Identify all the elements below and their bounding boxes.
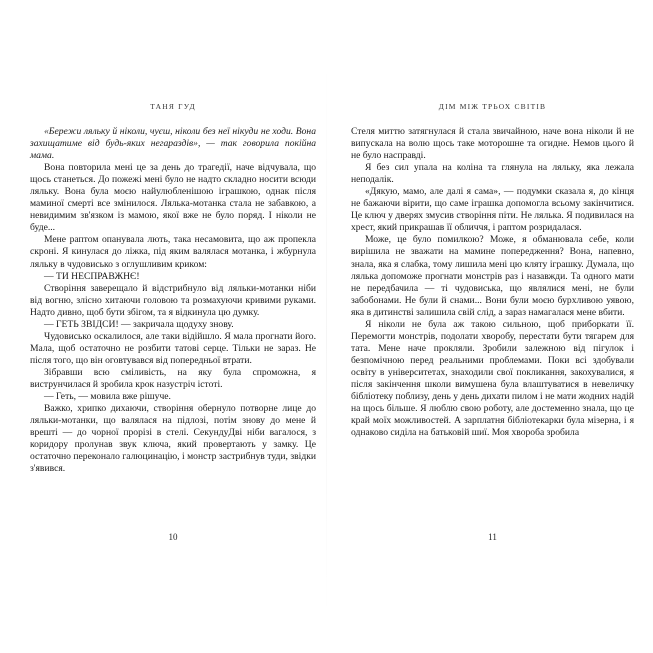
paragraph: Створіння заверещало й відстрибнуло від ляльки-мотанки ніби від вогню, злісно хитаючи головою та розмахуючи кривими руками. Надто дивно, щоб бути збігом, та я відкинула цю думку. — [30, 282, 316, 318]
page-number: 11 — [488, 532, 497, 542]
right-page — [326, 0, 652, 653]
left-page — [0, 0, 326, 653]
paragraph: Мене раптом опанувала лють, така несамовита, що аж пропекла скроні. Я кинулася до ліжка, під яким валялася мотанка, і жбурнула ляльку в чудовисько з оглушливим криком: — [30, 234, 316, 270]
paragraph: Вона повторила мені це за день до трагедії, наче відчувала, що щось станеться. До пожежі мені було не надто складно носити всюди ляльку. Вона була моєю найулюбленішою іграшкою, однак після маминої смерті все змінилося. Лялька-мотанка стала не забавкою, а невидимим зв'язком із мамою, якої вже не було поряд. І ніколи не буде... — [30, 162, 316, 234]
paragraph: — Геть, — мовила вже рішуче. — [44, 391, 171, 403]
paragraph: Я ніколи не була аж такою сильною, щоб приборкати її. Перемогти монстрів, подолати хворобу, перестати бути тягарем для тата. Мене наче прокляли. Зробили залежною від пігулок і безпомічною перед реальними проблемами. Поки всі здобували освіту в університетах, знаходили свої покликання, закохувалися, я після закінчення школи вимушена була влаштуватися в невеличку бібліотеку поблизу, день у день дихати пилом і не мати жодних надій на щось більше. Я люблю свою роботу, але достеменно знала, що це край моїх можливостей. А зарплатня бібліотекарки була мізерна, і я однаково сиділа на батьковій шиї. Моя хвороба зробила — [351, 318, 634, 439]
paragraph: — ГЕТЬ ЗВІДСИ! — закричала щодуху знову. — [44, 318, 234, 330]
paragraph: Важко, хрипко дихаючи, створіння обернуло потворне лице до ляльки-мотанки, що валялася на підлозі, потім знову до мене й врешті — до чорної прорізі в стелі. СекундуДві ніби вагалося, з коридору пролунав звук ключа, який провертають у замку. Це остаточно переконало галюцинацію, і монстр застрибнув туди, звідки з'явився. — [30, 403, 316, 475]
paragraph: «Дякую, мамо, але далі я сама», — подумки сказала я, до кінця не бажаючи вірити, що саме іграшка допомогла всьому закінчитися. Це ключ у дверях змусив створіння піти. Не лялька. Я подивилася на хрест, який прикрашав її обличчя, і раптом розридалася. — [351, 186, 634, 234]
paragraph: Я без сил упала на коліна та глянула на ляльку, яка лежала неподалік. — [351, 162, 634, 186]
running-head-author: ТАНЯ ГУД — [150, 102, 196, 111]
left-page-body — [30, 126, 316, 475]
paragraph: Зібравши всю сміливість, на яку була спроможна, я виструнчилася й зробила крок назустріч істоті. — [30, 366, 316, 390]
paragraph: «Бережи ляльку й ніколи, чуєш, ніколи без неї нікуди не ходи. Вона захищатиме від будь-яких негараздів», — так говорила покійна мама. — [30, 126, 316, 162]
paragraph: — ТИ НЕСПРАВЖНЄ! — [44, 270, 140, 282]
page-number: 10 — [168, 532, 178, 542]
paragraph: Може, це було помилкою? Може, я обманювала себе, коли вирішила не зважати на мамине попередження? Вона, напевно, знала, яка я слабка, тому лишила мені цю кляту іграшку. Думала, що лялька допоможе прогнати монстрів раз і назавжди. Та одного мати не передбачила — ті чудовиська, що являлися мені, не були забобонами. Не були й снами... Вони були моєю бурхливою уявою, яка в дитинстві залишила свій слід, а зараз намагалася мене вбити. — [351, 234, 634, 318]
running-head-title: ДІМ МІЖ ТРЬОХ СВІТІВ — [438, 102, 547, 111]
paragraph: Чудовисько оскалилося, але таки відійшло. Я мала прогнати його. Мала, щоб остаточно не розбити татові серце. Тільки не зараз. Не після того, що він оговтувався від попередньої втрати. — [30, 330, 316, 366]
paragraph: Стеля миттю затягнулася й стала звичайною, наче вона ніколи й не випускала на волю щось таке моторошне та огидне. Немов цього й не було насправді. — [351, 126, 634, 162]
right-page-body — [351, 126, 634, 439]
